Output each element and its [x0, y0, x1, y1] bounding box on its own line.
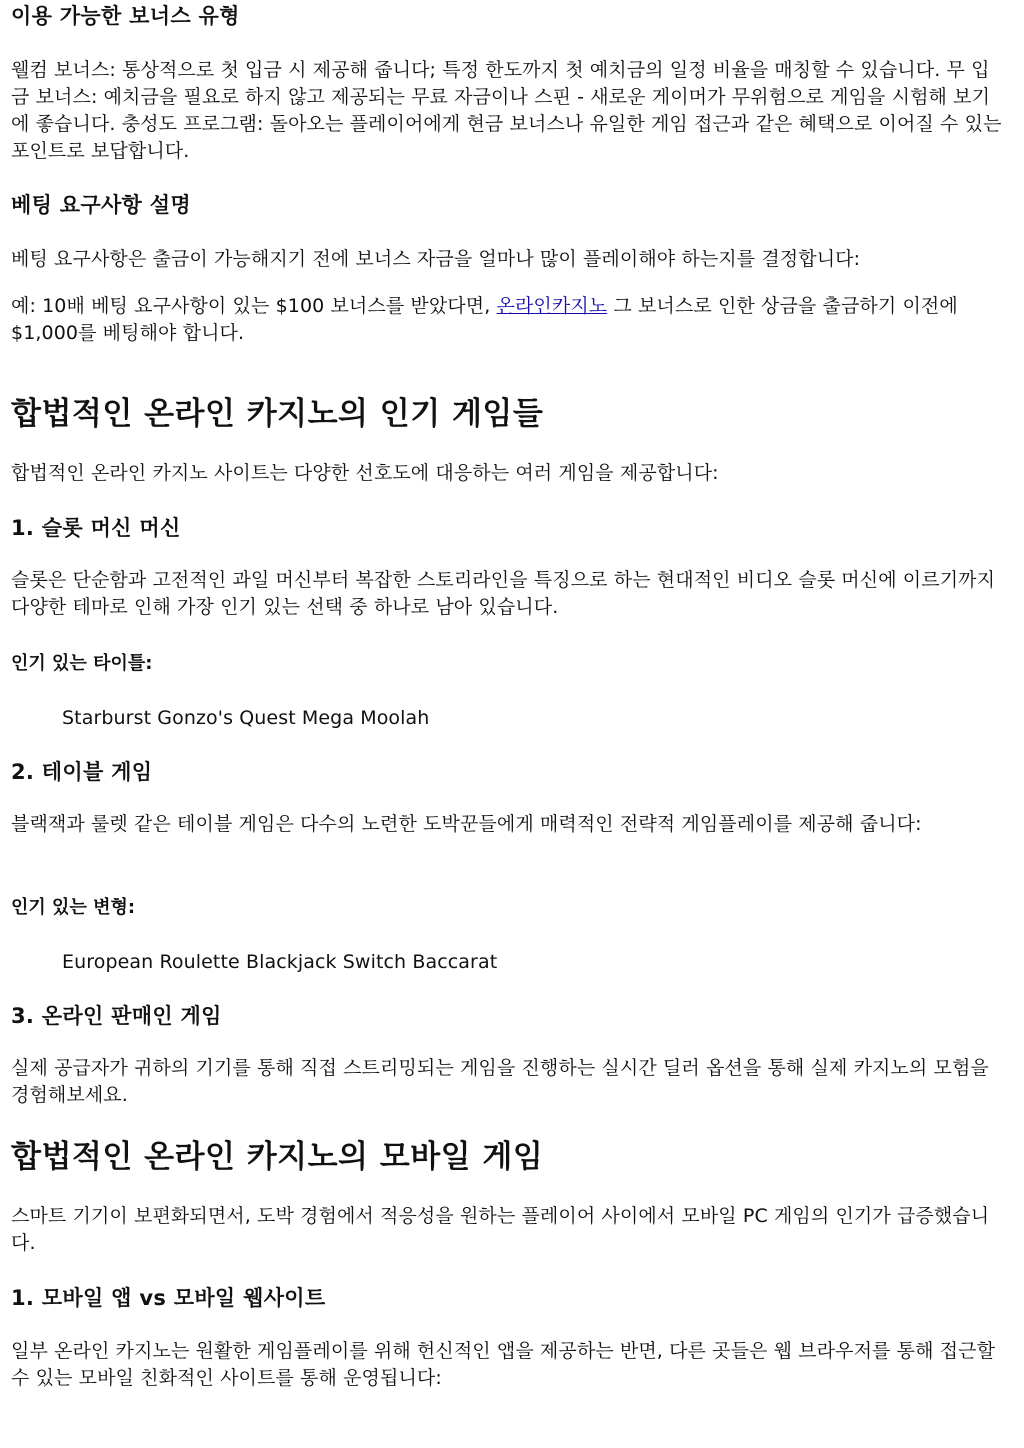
popular-games-intro: 합법적인 온라인 카지노 사이트는 다양한 선호도에 대응하는 여러 게임을 제공합니다:: [11, 462, 719, 484]
slots-heading: 1. 슬롯 머신 머신: [11, 516, 181, 540]
table-popular-label: 인기 있는 변형:: [11, 897, 136, 918]
wagering-text: 베팅 요구사항은 출금이 가능해지기 전에 보너스 자금을 얼마나 많이 플레이해야 하는지를 결정합니다:: [11, 248, 861, 270]
online-casino-link[interactable]: 온라인카지노: [496, 295, 608, 317]
mobile-gaming-intro: 스마트 기기이 보편화되면서, 도박 경험에서 적응성을 원하는 플레이어 사이에서 모바일 PC 게임의 인기가 급증했습니다.: [11, 1205, 990, 1254]
table-games-text: 블랙잭과 룰렛 같은 테이블 게임은 다수의 노련한 도박꾼들에게 매력적인 전략적 게임플레이를 제공해 줍니다:: [11, 813, 922, 835]
bonus-types-heading: 이용 가능한 보너스 유형: [11, 4, 240, 28]
slots-text: 슬롯은 단순함과 고전적인 과일 머신부터 복잡한 스토리라인을 특징으로 하는 현대적인 비디오 슬롯 머신에 이르기까지 다양한 테마로 인해 가장 인기 있는 선택 중 하나로 남아 있습니다.: [11, 569, 996, 618]
wagering-example-after: 그 보너스로 인한 상금을 출금하기 이전에 $1,000를 베팅해야 합니다.: [11, 295, 958, 344]
table-games-heading: 2. 테이블 게임: [11, 760, 153, 784]
popular-games-heading: 합법적인 온라인 카지노의 인기 게임들: [11, 396, 544, 432]
mobile-apps-text: 일부 온라인 카지노는 원활한 게임플레이를 위해 헌신적인 앱을 제공하는 반면, 다른 곳들은 웹 브라우저를 통해 접근할 수 있는 모바일 친화적인 사이트를 통해 운영됩니다:: [11, 1340, 996, 1389]
wagering-example-before: 예: 10배 베팅 요구사항이 있는 $100 보너스를 받았다면,: [11, 295, 497, 317]
mobile-apps-heading: 1. 모바일 앱 vs 모바일 웹사이트: [11, 1286, 326, 1310]
mobile-gaming-heading: 합법적인 온라인 카지노의 모바일 게임: [11, 1139, 544, 1175]
wagering-heading: 베팅 요구사항 설명: [11, 193, 191, 217]
bonus-types-text: 웰컴 보너스: 통상적으로 첫 입금 시 제공해 줍니다; 특정 한도까지 첫 예치금의 일정 비율을 매칭할 수 있습니다. 무 입금 보너스: 예치금을 필요로 하지 않고 제공되는 무료 자금이나 스핀 - 새로운 게이머가 무위험으로 게임을 시험해 보기에 좋습니다. 충성도 프로그램: 돌아오는 플레이어에게 현금 보너스나 유일한 게임 접근과 같은 혜택으로 이어질 수 있는 포인트로 보답합니다.: [11, 59, 1002, 162]
table-popular-list: European Roulette Blackjack Switch Baccarat: [62, 951, 498, 973]
live-dealer-heading: 3. 온라인 판매인 게임: [11, 1004, 222, 1028]
wagering-example: [11, 293, 1006, 347]
slots-popular-label: 인기 있는 타이틀:: [11, 653, 153, 674]
live-dealer-text: 실제 공급자가 귀하의 기기를 통해 직접 스트리밍되는 게임을 진행하는 실시간 딜러 옵션을 통해 실제 카지노의 모험을 경험해보세요.: [11, 1057, 989, 1106]
slots-popular-list: Starburst Gonzo's Quest Mega Moolah: [62, 707, 430, 729]
